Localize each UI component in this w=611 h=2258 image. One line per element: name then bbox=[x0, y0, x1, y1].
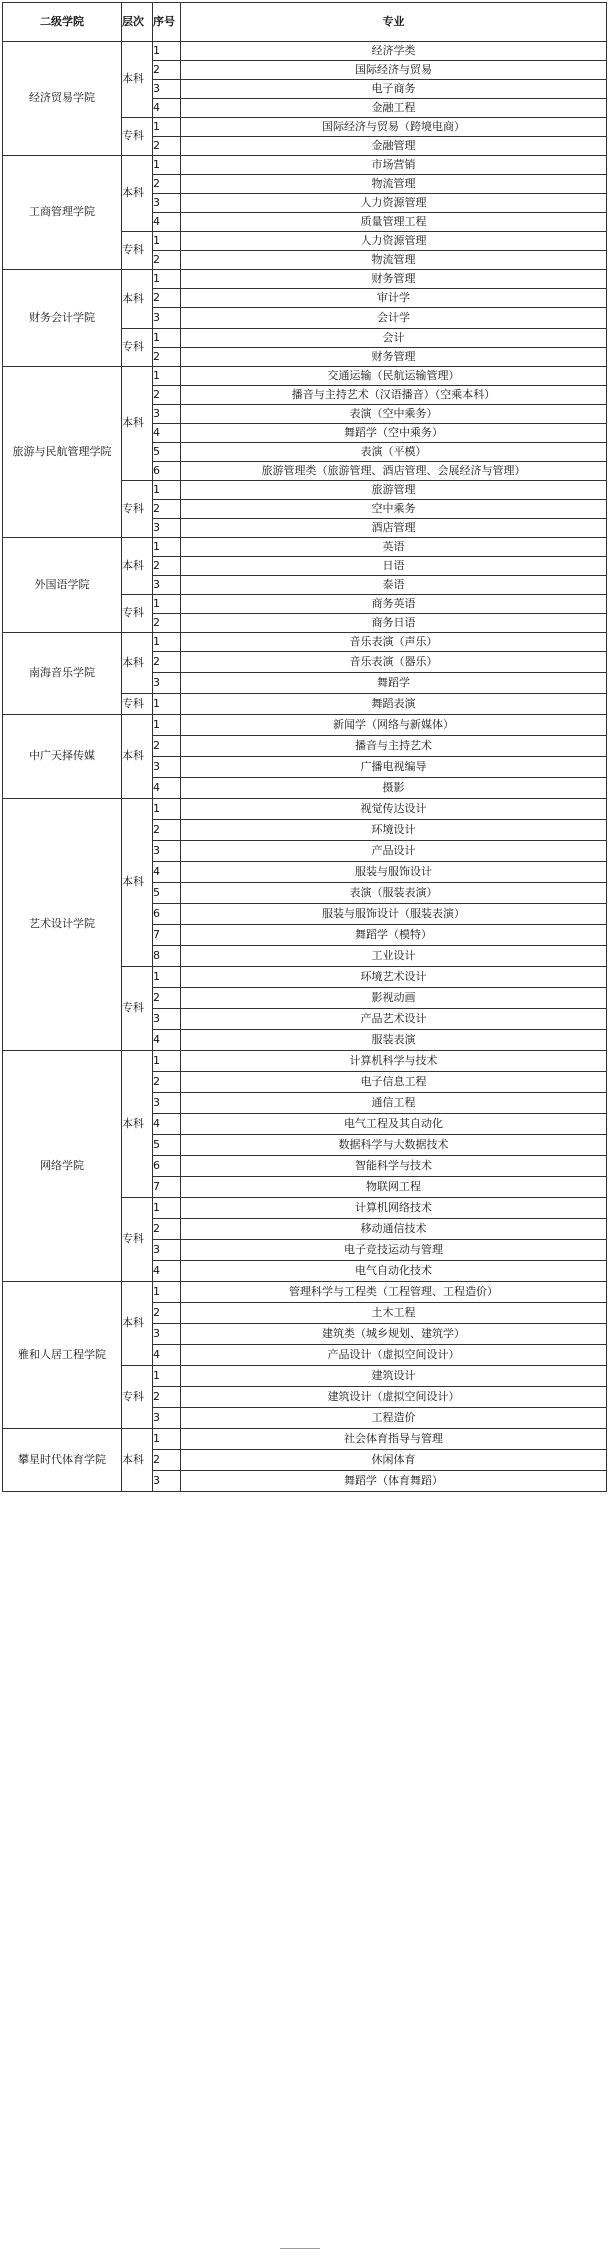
header-school: 二级学院 bbox=[3, 3, 122, 42]
major-name: 物流管理 bbox=[181, 251, 607, 270]
table-row bbox=[3, 799, 607, 820]
school-name: 外国语学院 bbox=[3, 538, 122, 633]
major-name: 数据科学与大数据技术 bbox=[181, 1135, 607, 1156]
seq-number: 2 bbox=[153, 557, 181, 576]
seq-number: 5 bbox=[153, 1135, 181, 1156]
level-label: 专科 bbox=[122, 481, 153, 538]
seq-number: 1 bbox=[153, 715, 181, 736]
seq-number: 4 bbox=[153, 1261, 181, 1282]
major-name: 表演（服装表演） bbox=[181, 883, 607, 904]
level-label: 专科 bbox=[122, 1198, 153, 1282]
seq-number: 4 bbox=[153, 778, 181, 799]
major-name: 商务日语 bbox=[181, 614, 607, 633]
major-name: 计算机网络技术 bbox=[181, 1198, 607, 1219]
seq-number: 1 bbox=[153, 270, 181, 289]
seq-number: 6 bbox=[153, 1156, 181, 1177]
major-name: 表演（空中乘务） bbox=[181, 405, 607, 424]
major-name: 审计学 bbox=[181, 289, 607, 308]
seq-number: 1 bbox=[153, 118, 181, 137]
level-label: 本科 bbox=[122, 270, 153, 329]
seq-number: 3 bbox=[153, 405, 181, 424]
seq-number: 2 bbox=[153, 1387, 181, 1408]
seq-number: 4 bbox=[153, 1345, 181, 1366]
major-name: 电子商务 bbox=[181, 80, 607, 99]
major-name: 人力资源管理 bbox=[181, 232, 607, 251]
seq-number: 3 bbox=[153, 194, 181, 213]
major-name: 管理科学与工程类（工程管理、工程造价） bbox=[181, 1282, 607, 1303]
school-name: 南海音乐学院 bbox=[3, 633, 122, 715]
seq-number: 2 bbox=[153, 251, 181, 270]
major-name: 泰语 bbox=[181, 576, 607, 595]
major-name: 智能科学与技术 bbox=[181, 1156, 607, 1177]
seq-number: 3 bbox=[153, 80, 181, 99]
major-name: 通信工程 bbox=[181, 1093, 607, 1114]
major-name: 工业设计 bbox=[181, 946, 607, 967]
level-label: 本科 bbox=[122, 1282, 153, 1366]
major-name: 影视动画 bbox=[181, 988, 607, 1009]
major-name: 物联网工程 bbox=[181, 1177, 607, 1198]
seq-number: 1 bbox=[153, 367, 181, 386]
major-name: 交通运输（民航运输管理） bbox=[181, 367, 607, 386]
header-level: 层次 bbox=[122, 3, 153, 42]
major-name: 舞蹈表演 bbox=[181, 694, 607, 715]
seq-number: 3 bbox=[153, 1408, 181, 1429]
seq-number: 5 bbox=[153, 883, 181, 904]
level-label: 专科 bbox=[122, 232, 153, 270]
major-name: 日语 bbox=[181, 557, 607, 576]
level-label: 本科 bbox=[122, 538, 153, 595]
seq-number: 1 bbox=[153, 967, 181, 988]
major-name: 工程造价 bbox=[181, 1408, 607, 1429]
major-name: 旅游管理类（旅游管理、酒店管理、会展经济与管理） bbox=[181, 462, 607, 481]
major-name: 表演（平模） bbox=[181, 443, 607, 462]
table-row bbox=[3, 1429, 607, 1450]
seq-number: 4 bbox=[153, 1030, 181, 1051]
seq-number: 3 bbox=[153, 308, 181, 329]
table-row bbox=[3, 156, 607, 175]
seq-number: 1 bbox=[153, 329, 181, 348]
level-label: 本科 bbox=[122, 799, 153, 967]
seq-number: 1 bbox=[153, 694, 181, 715]
seq-number: 2 bbox=[153, 1219, 181, 1240]
seq-number: 4 bbox=[153, 99, 181, 118]
seq-number: 1 bbox=[153, 1282, 181, 1303]
seq-number: 1 bbox=[153, 538, 181, 557]
seq-number: 3 bbox=[153, 673, 181, 694]
major-name: 空中乘务 bbox=[181, 500, 607, 519]
seq-number: 3 bbox=[153, 1471, 181, 1492]
seq-number: 2 bbox=[153, 289, 181, 308]
table-row bbox=[3, 42, 607, 61]
table-row bbox=[3, 1282, 607, 1303]
major-name: 社会体育指导与管理 bbox=[181, 1429, 607, 1450]
seq-number: 2 bbox=[153, 988, 181, 1009]
seq-number: 3 bbox=[153, 1093, 181, 1114]
seq-number: 1 bbox=[153, 232, 181, 251]
major-name: 经济学类 bbox=[181, 42, 607, 61]
major-name: 国际经济与贸易 bbox=[181, 61, 607, 80]
seq-number: 2 bbox=[153, 500, 181, 519]
seq-number: 2 bbox=[153, 614, 181, 633]
major-name: 市场营销 bbox=[181, 156, 607, 175]
seq-number: 2 bbox=[153, 652, 181, 673]
school-name: 旅游与民航管理学院 bbox=[3, 367, 122, 538]
seq-number: 2 bbox=[153, 1303, 181, 1324]
major-name: 物流管理 bbox=[181, 175, 607, 194]
major-name: 环境艺术设计 bbox=[181, 967, 607, 988]
seq-number: 3 bbox=[153, 841, 181, 862]
major-name: 舞蹈学（空中乘务） bbox=[181, 424, 607, 443]
table-row bbox=[3, 1051, 607, 1072]
major-name: 会计学 bbox=[181, 308, 607, 329]
seq-number: 4 bbox=[153, 1114, 181, 1135]
major-name: 计算机科学与技术 bbox=[181, 1051, 607, 1072]
major-name: 播音与主持艺术 bbox=[181, 736, 607, 757]
seq-number: 1 bbox=[153, 1366, 181, 1387]
major-name: 服装与服饰设计（服装表演） bbox=[181, 904, 607, 925]
seq-number: 3 bbox=[153, 1324, 181, 1345]
major-name: 产品设计 bbox=[181, 841, 607, 862]
major-name: 建筑设计（虚拟空间设计） bbox=[181, 1387, 607, 1408]
seq-number: 4 bbox=[153, 862, 181, 883]
major-name: 酒店管理 bbox=[181, 519, 607, 538]
major-name: 国际经济与贸易（跨境电商） bbox=[181, 118, 607, 137]
seq-number: 2 bbox=[153, 348, 181, 367]
major-name: 财务管理 bbox=[181, 270, 607, 289]
header-major: 专业 bbox=[181, 3, 607, 42]
level-label: 专科 bbox=[122, 595, 153, 633]
major-name: 电子信息工程 bbox=[181, 1072, 607, 1093]
major-name: 产品艺术设计 bbox=[181, 1009, 607, 1030]
seq-number: 7 bbox=[153, 1177, 181, 1198]
seq-number: 1 bbox=[153, 1429, 181, 1450]
seq-number: 2 bbox=[153, 386, 181, 405]
seq-number: 2 bbox=[153, 61, 181, 80]
major-name: 音乐表演（声乐） bbox=[181, 633, 607, 652]
level-label: 本科 bbox=[122, 1051, 153, 1198]
seq-number: 6 bbox=[153, 904, 181, 925]
seq-number: 2 bbox=[153, 736, 181, 757]
major-name: 电气工程及其自动化 bbox=[181, 1114, 607, 1135]
major-name: 会计 bbox=[181, 329, 607, 348]
seq-number: 7 bbox=[153, 925, 181, 946]
major-name: 舞蹈学（模特） bbox=[181, 925, 607, 946]
level-label: 本科 bbox=[122, 633, 153, 694]
seq-number: 4 bbox=[153, 213, 181, 232]
major-name: 土木工程 bbox=[181, 1303, 607, 1324]
major-name: 金融管理 bbox=[181, 137, 607, 156]
school-name: 艺术设计学院 bbox=[3, 799, 122, 1051]
seq-number: 2 bbox=[153, 175, 181, 194]
major-name: 舞蹈学 bbox=[181, 673, 607, 694]
major-name: 播音与主持艺术（汉语播音）（空乘本科） bbox=[181, 386, 607, 405]
school-name: 网络学院 bbox=[3, 1051, 122, 1282]
seq-number: 3 bbox=[153, 757, 181, 778]
major-name: 商务英语 bbox=[181, 595, 607, 614]
major-name: 建筑类（城乡规划、建筑学） bbox=[181, 1324, 607, 1345]
majors-table bbox=[2, 2, 607, 1492]
major-name: 建筑设计 bbox=[181, 1366, 607, 1387]
seq-number: 1 bbox=[153, 1051, 181, 1072]
school-name: 经济贸易学院 bbox=[3, 42, 122, 156]
major-name: 服装表演 bbox=[181, 1030, 607, 1051]
major-name: 新闻学（网络与新媒体） bbox=[181, 715, 607, 736]
table-row bbox=[3, 367, 607, 386]
seq-number: 1 bbox=[153, 481, 181, 500]
school-name: 工商管理学院 bbox=[3, 156, 122, 270]
seq-number: 3 bbox=[153, 1009, 181, 1030]
seq-number: 3 bbox=[153, 576, 181, 595]
major-name: 质量管理工程 bbox=[181, 213, 607, 232]
major-name: 金融工程 bbox=[181, 99, 607, 118]
seq-number: 1 bbox=[153, 42, 181, 61]
level-label: 专科 bbox=[122, 1366, 153, 1429]
level-label: 本科 bbox=[122, 42, 153, 118]
table-body bbox=[3, 42, 607, 1492]
seq-number: 8 bbox=[153, 946, 181, 967]
seq-number: 2 bbox=[153, 1072, 181, 1093]
header-row bbox=[3, 3, 607, 42]
seq-number: 1 bbox=[153, 595, 181, 614]
table-row bbox=[3, 538, 607, 557]
major-name: 产品设计（虚拟空间设计） bbox=[181, 1345, 607, 1366]
level-label: 本科 bbox=[122, 156, 153, 232]
major-name: 环境设计 bbox=[181, 820, 607, 841]
major-name: 摄影 bbox=[181, 778, 607, 799]
level-label: 专科 bbox=[122, 118, 153, 156]
major-name: 舞蹈学（体育舞蹈） bbox=[181, 1471, 607, 1492]
level-label: 本科 bbox=[122, 715, 153, 799]
seq-number: 5 bbox=[153, 443, 181, 462]
school-name: 中广天择传媒 bbox=[3, 715, 122, 799]
table-row bbox=[3, 715, 607, 736]
major-name: 电气自动化技术 bbox=[181, 1261, 607, 1282]
major-name: 广播电视编导 bbox=[181, 757, 607, 778]
level-label: 专科 bbox=[122, 694, 153, 715]
major-name: 人力资源管理 bbox=[181, 194, 607, 213]
seq-number: 3 bbox=[153, 519, 181, 538]
major-name: 休闲体育 bbox=[181, 1450, 607, 1471]
school-name: 攀星时代体育学院 bbox=[3, 1429, 122, 1492]
header-seq: 序号 bbox=[153, 3, 181, 42]
seq-number: 1 bbox=[153, 1198, 181, 1219]
seq-number: 6 bbox=[153, 462, 181, 481]
school-name: 雅和人居工程学院 bbox=[3, 1282, 122, 1429]
level-label: 专科 bbox=[122, 329, 153, 367]
table-row bbox=[3, 633, 607, 652]
major-name: 服装与服饰设计 bbox=[181, 862, 607, 883]
level-label: 专科 bbox=[122, 967, 153, 1051]
table-row bbox=[3, 270, 607, 289]
school-name: 财务会计学院 bbox=[3, 270, 122, 367]
seq-number: 3 bbox=[153, 1240, 181, 1261]
major-name: 移动通信技术 bbox=[181, 1219, 607, 1240]
major-name: 电子竞技运动与管理 bbox=[181, 1240, 607, 1261]
major-name: 英语 bbox=[181, 538, 607, 557]
seq-number: 4 bbox=[153, 424, 181, 443]
seq-number: 1 bbox=[153, 633, 181, 652]
major-name: 视觉传达设计 bbox=[181, 799, 607, 820]
level-label: 本科 bbox=[122, 367, 153, 481]
major-name: 财务管理 bbox=[181, 348, 607, 367]
page-edge-line bbox=[280, 2248, 320, 2249]
level-label: 本科 bbox=[122, 1429, 153, 1492]
seq-number: 2 bbox=[153, 137, 181, 156]
seq-number: 2 bbox=[153, 820, 181, 841]
major-name: 音乐表演（器乐） bbox=[181, 652, 607, 673]
seq-number: 1 bbox=[153, 799, 181, 820]
seq-number: 2 bbox=[153, 1450, 181, 1471]
seq-number: 1 bbox=[153, 156, 181, 175]
major-name: 旅游管理 bbox=[181, 481, 607, 500]
